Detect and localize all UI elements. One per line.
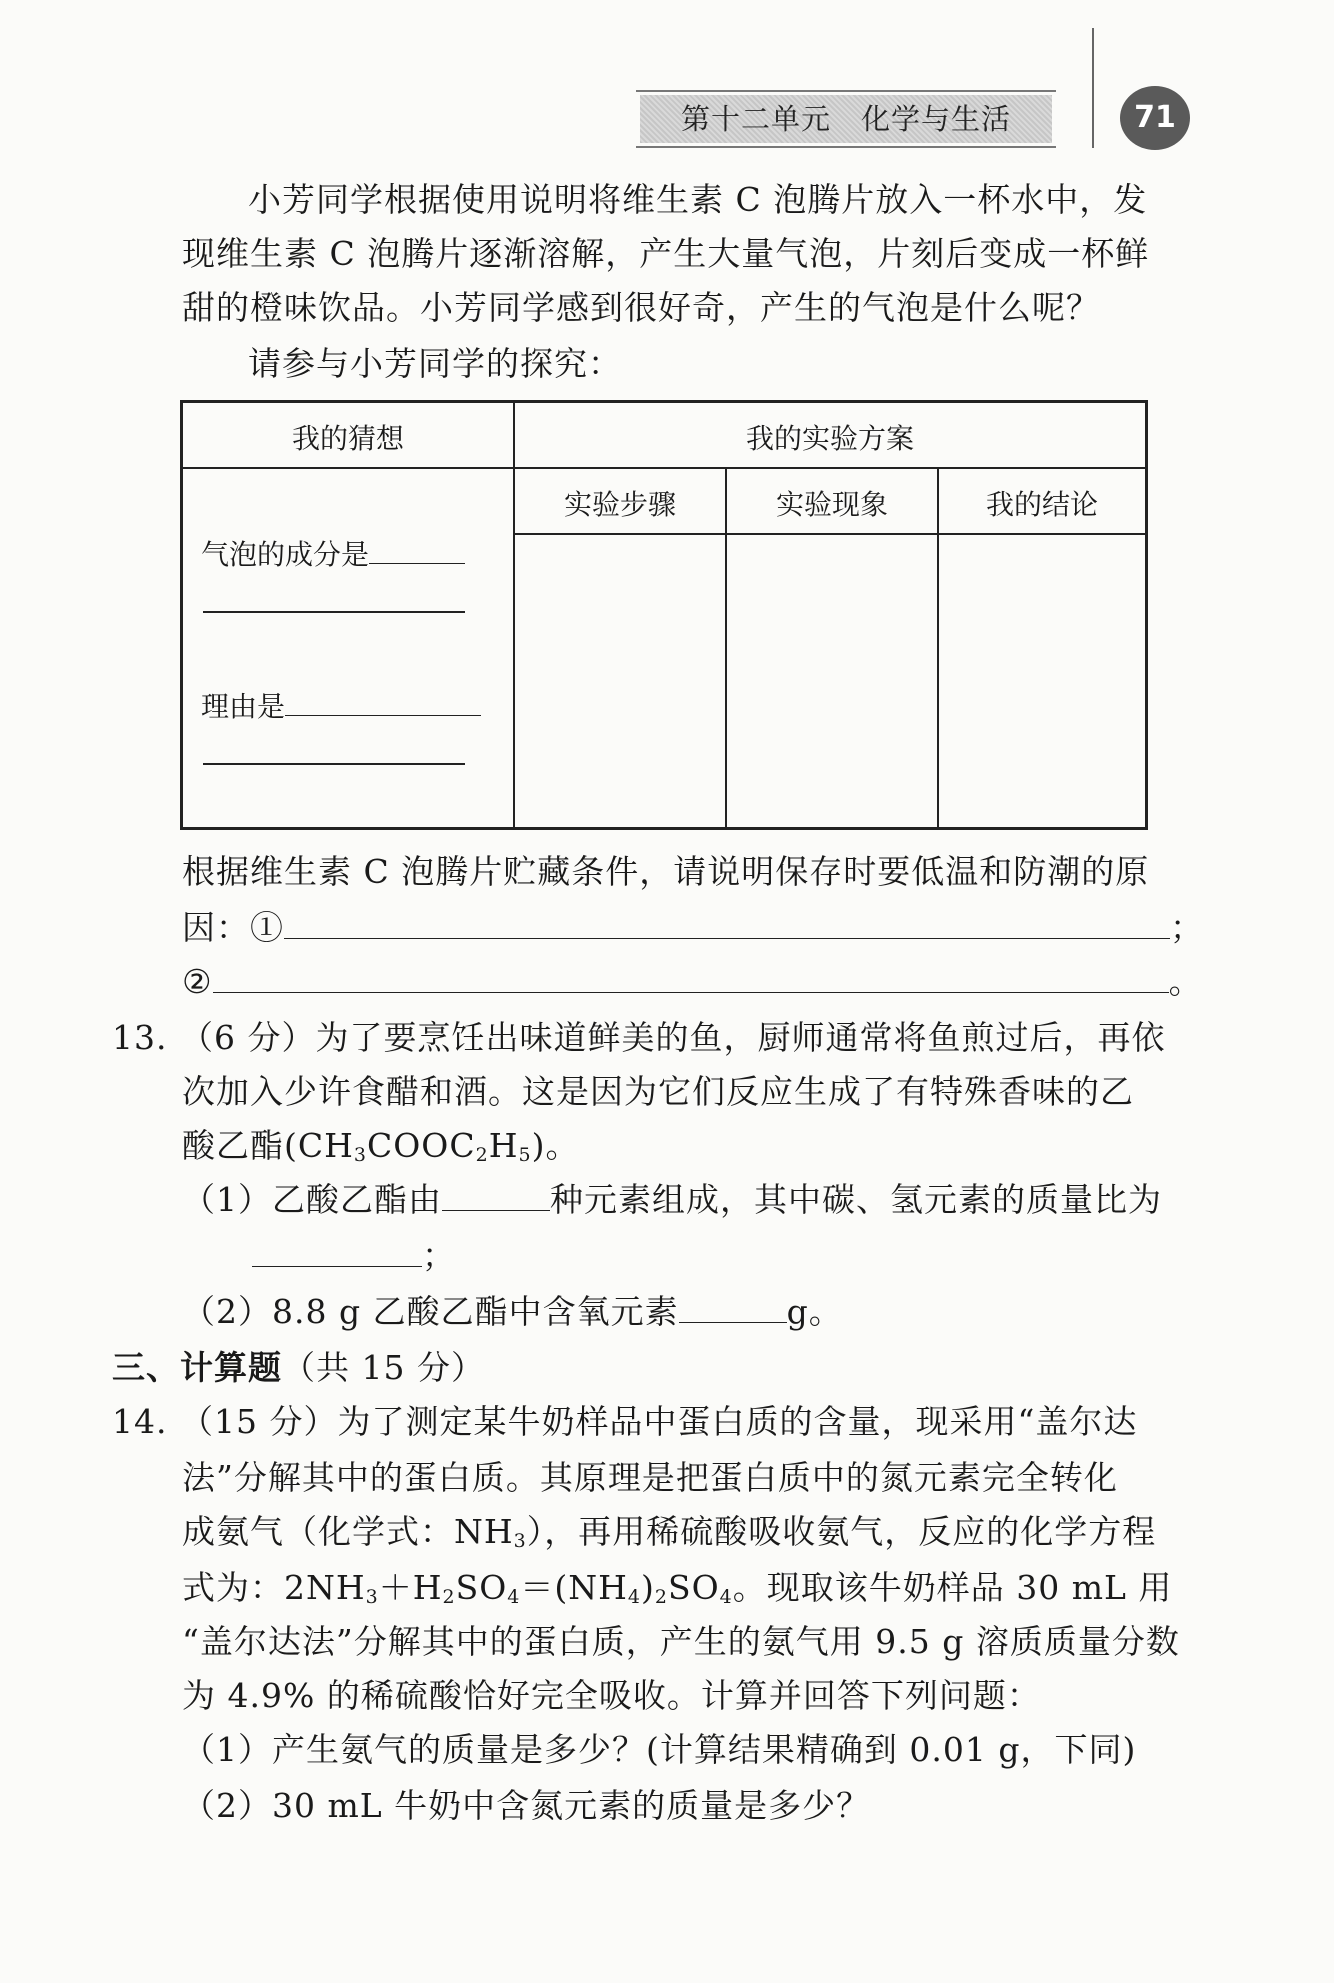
q14-sub-2: （2）30 mL 牛奶中含氮元素的质量是多少？ [182,1786,871,1825]
reason-blank-2[interactable] [203,763,465,765]
col-experiment-phenomena: 实验现象 [775,488,888,521]
q14-line-1: （15 分）为了测定某牛奶样品中蛋白质的含量，现采用“盖尔达 [180,1402,1138,1441]
q13-line-2: 次加入少许食醋和酒。这是因为它们反应生成了有特殊香味的乙 [182,1072,1134,1111]
q13-ratio-row [252,1236,456,1276]
col-experiment-steps: 实验步骤 [563,488,676,521]
reason-prompt-row [201,685,481,725]
page-number: 71 [1120,86,1190,150]
guess-prompt-row [201,533,465,573]
q13-line-3 [182,1126,579,1166]
header-my-plan: 我的实验方案 [745,422,914,455]
q13-sub-2-unit: g。 [786,1292,843,1331]
storage-reason-1-prefix: 因：① [182,908,284,947]
q13-element-count-blank[interactable] [442,1180,550,1211]
storage-reason-2-blank[interactable] [213,962,1169,993]
storage-line-2 [182,908,1204,948]
q14-sub-1: （1）产生氨气的质量是多少？(计算结果精确到 0.01 g，下同) [182,1730,1137,1769]
q13-sub-2 [182,1292,843,1332]
guess-prompt: 气泡的成分是 [201,538,370,571]
storage-line-2-end: ； [1170,908,1204,947]
q13-oxygen-mass-blank[interactable] [679,1292,787,1323]
q13-sub-1 [182,1180,1162,1220]
q13-sub-1-text-a: （1）乙酸乙酯由 [182,1180,442,1219]
section-3-heading [112,1348,485,1388]
q14-line-4: 式为：$2NH_3+H_2SO_4=(NH_4)_2SO_4$。现取该牛奶样品 30 mL 用 [182,1568,1173,1608]
q13-mass-ratio-blank[interactable] [252,1236,422,1267]
reason-blank-1[interactable] [285,689,481,716]
inquiry-table [180,400,1148,830]
reason-prompt: 理由是 [201,690,286,723]
section-3-points: （共 15 分） [282,1348,485,1387]
chapter-title: 第十二单元 化学与生活 [680,102,1011,136]
q13-number: 13. [112,1018,168,1057]
header-rule-top [636,90,1056,92]
header-vertical-rule [1092,28,1094,148]
storage-reason-1-blank[interactable] [284,908,1170,939]
q13-sub-2-text-a: （2）8.8 g 乙酸乙酯中含氧元素 [182,1292,679,1331]
section-3-title: 三、计算题 [112,1348,282,1387]
storage-line-3 [182,962,1203,1002]
col-my-conclusion: 我的结论 [985,488,1098,521]
q14-number: 14. [112,1402,168,1441]
header-rule-bottom [636,146,1056,148]
q13-ratio-end: ； [422,1236,456,1275]
q14-line-2: 法”分解其中的蛋白质。其原理是把蛋白质中的氮元素完全转化 [182,1458,1118,1497]
q14-line-6: 为 4.9% 的稀硫酸恰好完全吸收。计算并回答下列问题： [182,1676,1041,1715]
q13-ethyl-acetate: 酸乙酯 [182,1126,284,1165]
guess-blank-1[interactable] [369,537,465,564]
intro-line-4: 请参与小芳同学的探究： [248,344,622,383]
table-rule-v1 [513,403,515,827]
q14-line-5: “盖尔达法”分解其中的蛋白质，产生的氨气用 9.5 g 溶质质量分数 [182,1622,1180,1661]
storage-line-3-end: 。 [1168,962,1203,1001]
guess-blank-2[interactable] [203,611,465,613]
q13-sub-1-text-b: 种元素组成，其中碳、氢元素的质量比为 [550,1180,1162,1219]
q13-line-1: （6 分）为了要烹饪出味道鲜美的鱼，厨师通常将鱼煎过后，再依 [180,1018,1166,1057]
header-my-guess: 我的猜想 [291,422,404,455]
table-rule-h1 [183,467,1145,469]
intro-line-2: 现维生素 C 泡腾片逐渐溶解，产生大量气泡，片刻后变成一杯鲜 [182,234,1150,273]
intro-line-1: 小芳同学根据使用说明将维生素 C 泡腾片放入一杯水中，发 [248,180,1148,219]
storage-reason-2-prefix: ② [182,962,213,1001]
q13-formula: $(CH_3COOC_2H_5)$。 [284,1126,580,1166]
intro-line-3: 甜的橙味饮品。小芳同学感到很好奇，产生的气泡是什么呢？ [182,288,1100,327]
storage-line-1: 根据维生素 C 泡腾片贮藏条件，请说明保存时要低温和防潮的原 [182,852,1150,891]
table-rule-h2 [513,533,1145,535]
q14-line-3: 成氨气（化学式：$NH_3$），再用稀硫酸吸收氨气，反应的化学方程 [182,1512,1157,1552]
